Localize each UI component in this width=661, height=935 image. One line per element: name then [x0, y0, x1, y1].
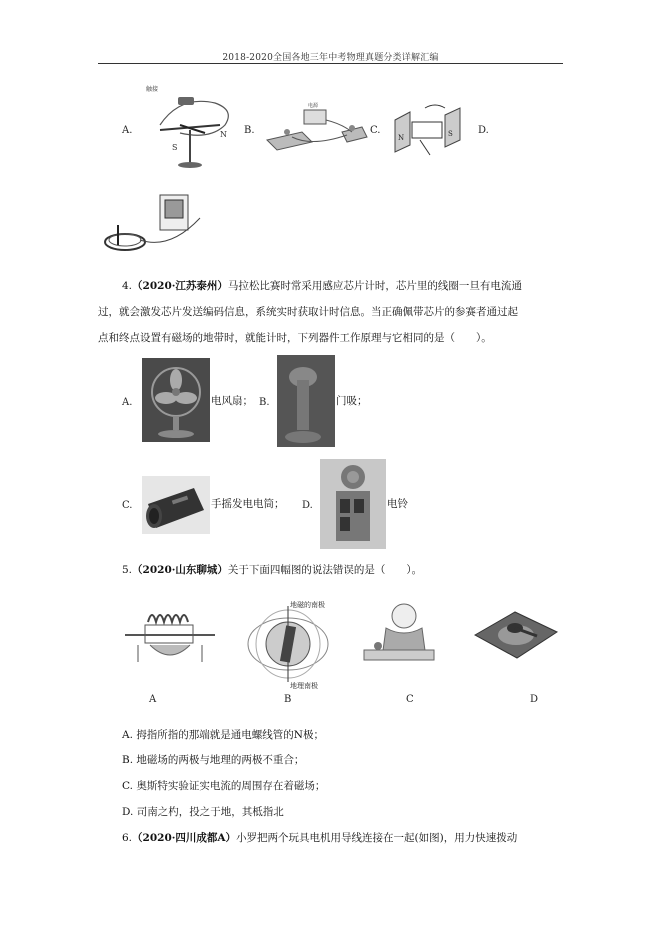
q4-option-c-letter: C.	[122, 500, 133, 511]
electric-bell-photo	[320, 459, 386, 549]
q5-fig-label-c: C	[406, 694, 414, 705]
q5-option-a: A. 拇指所指的那端就是通电螺线管的N极；	[122, 729, 324, 741]
q3-a-top-label: 触接	[146, 86, 159, 93]
q5-number: 5.	[122, 564, 133, 576]
q4-option-b-letter: B.	[259, 397, 270, 408]
q4-number: 4.	[122, 280, 133, 292]
q3-figure-d	[100, 190, 210, 270]
q3-option-b-label: B.	[244, 125, 255, 136]
q3-c-n-label: N	[398, 134, 405, 142]
q6-number: 6.	[122, 832, 133, 844]
q4-stem-line-2: 过，就会激发芯片发送编码信息，系统实时获取计时信息。当正确佩带芯片的参赛者通过起	[98, 306, 518, 318]
q4-option-a-letter: A.	[122, 397, 133, 408]
q5-b-bottom-label: 地理南极	[290, 682, 318, 690]
q3-c-s-label: S	[448, 130, 453, 138]
q5-figure-c-oersted	[356, 598, 446, 673]
q3-a-n-label: N	[220, 130, 227, 139]
q3-option-c-label: C.	[370, 125, 381, 136]
q4-stem-line-3: 点和终点设置有磁场的地带时，就能计时，下列器件工作原理与它相同的是（ ）。	[98, 332, 492, 344]
q5-fig-label-d: D	[530, 694, 539, 705]
door-stop-icon	[277, 355, 335, 447]
q6-stem: 小罗把两个玩具电机用导线连接在一起(如图)，用力快速拨动	[236, 832, 518, 844]
q4-option-d-name: 电铃	[387, 498, 408, 510]
q5-stem-line	[122, 557, 562, 583]
q5-source: （2020·山东聊城）	[132, 564, 228, 576]
electric-fan-photo	[142, 358, 210, 442]
q3-option-a-label: A.	[122, 125, 133, 136]
q4-option-c-name: 手摇发电电筒；	[211, 498, 285, 510]
q3-option-d-label: D.	[478, 125, 489, 136]
header-rule	[98, 63, 563, 64]
q6-source: （2020·四川成都A）	[132, 832, 237, 844]
q4-stem-line-1: 马拉松比赛时常采用感应芯片计时，芯片里的线圈一旦有电流通	[227, 280, 522, 292]
q5-figure-a-solenoid	[120, 600, 220, 670]
q5-option-c: C. 奥斯特实验证实电流的周围存在着磁场；	[122, 780, 326, 792]
q4-source: （2020·江苏泰州）	[132, 280, 228, 292]
flashlight-icon	[142, 476, 210, 534]
q5-b-top-label: 地磁的南极	[290, 601, 325, 609]
q3-figure-c	[390, 100, 465, 160]
page-header: 2018-2020全国各地三年中考物理真题分类详解汇编	[222, 53, 439, 63]
q4-option-d-letter: D.	[302, 500, 313, 511]
q3-figure-a	[140, 85, 240, 175]
q5-fig-label-b: B	[284, 694, 292, 705]
q5-stem: 关于下面四幅图的说法错误的是（ ）。	[227, 564, 423, 576]
bell-icon	[320, 459, 386, 549]
q5-option-b: B. 地磁场的两极与地理的两极不重合；	[122, 754, 305, 766]
q3-a-s-label: S	[172, 143, 178, 152]
q4-line-1	[122, 273, 562, 299]
door-stop-photo	[277, 355, 335, 447]
q5-fig-label-a: A	[149, 694, 157, 705]
q4-option-b-name: 门吸；	[336, 395, 368, 407]
q5-figure-d-compass	[465, 600, 565, 670]
q5-figure-b-earth	[238, 596, 338, 691]
fan-icon	[142, 358, 210, 442]
q6-stem-line	[122, 825, 567, 851]
q5-option-d: D. 司南之杓，投之于地，其柢指北	[122, 806, 284, 818]
q3-b-box-label: 电源	[308, 103, 319, 109]
q3-figure-b	[262, 102, 372, 157]
hand-crank-flashlight-photo	[142, 476, 210, 534]
q4-option-a-name: 电风扇；	[211, 395, 253, 407]
